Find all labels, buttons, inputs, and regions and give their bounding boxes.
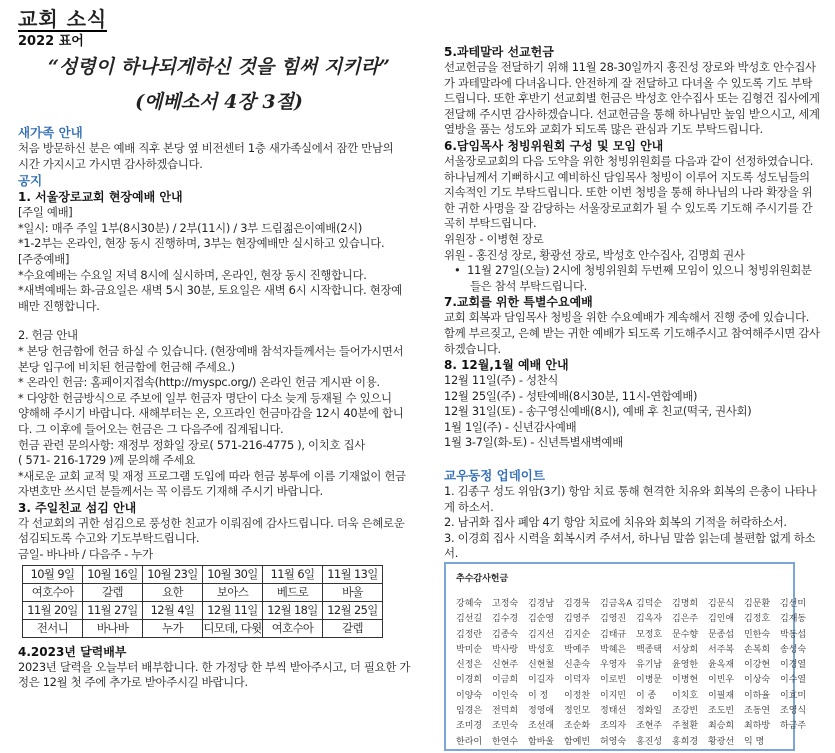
- s2-line: * 온라인 헌금: 홈페이지접속(http://myspc.org/) 온라인 헌금 게시판 이용.: [18, 375, 380, 390]
- donor-name: 이수열: [780, 675, 807, 686]
- left-column: [18, 0, 420, 691]
- donor-name: 김경남: [528, 599, 555, 609]
- donor-name: 임경은: [456, 706, 483, 717]
- s2-line: * 본당 헌금함에 헌금 하실 수 있습니다. (현장예배 참석자들께서는 들어가시면서: [18, 343, 404, 358]
- donor-row: [456, 735, 816, 750]
- s3-line: 각 선교회의 귀한 섬김으로 풍성한 친교가 이뤄짐에 감사드립니다. 더욱 은혜로운: [18, 515, 405, 530]
- notice-heading: 공지: [18, 173, 43, 189]
- donor-name: 김정란: [456, 629, 483, 640]
- s2-line: 본당 입구에 비치된 헌금함에 헌금해 주세요.): [18, 359, 235, 374]
- section-8-heading: 8. 12월,1월 예배 안내: [444, 358, 569, 373]
- s1-line: 배만 진행합니다.: [18, 298, 100, 313]
- donor-name: 박미순: [456, 644, 483, 655]
- table-row: 여호수아 갈렙 요한 보아스 베드로 바울: [23, 583, 383, 601]
- donor-name: 신현주: [492, 660, 519, 671]
- donor-name: 조미경: [456, 721, 483, 732]
- s1-line: *수요예배는 수요일 저녁 8시에 실시하며, 온라인, 현장 동시 진행합니다.: [18, 267, 367, 282]
- update-line: 3. 이경희 집사 시력을 회복시켜 주셔서, 하나님 말씀 읽는데 불편함 없게 하소: [444, 530, 816, 545]
- s3-line: 섬김되도록 수고와 기도부탁드립니다.: [18, 531, 200, 546]
- donor-name: 김덕순: [636, 599, 663, 609]
- donor-name: 한연수: [492, 736, 519, 747]
- s5-line: 가 과테말라에 다녀옵니다. 안전하게 잘 전달하고 다녀올 수 있도록 기도 부탁: [444, 75, 813, 90]
- donor-name: 우영자: [600, 660, 627, 671]
- donor-name: 민한숙: [744, 629, 771, 640]
- donor-name: 최승희: [708, 721, 735, 732]
- donor-name: 이지민: [600, 690, 627, 701]
- donor-name: 이덕자: [564, 675, 591, 686]
- s6-line: 서울장로교회의 다음 도약을 위한 청빙위원회를 다음과 같이 선정하였습니다.: [444, 153, 814, 168]
- donor-name: 김지순: [564, 629, 591, 640]
- donor-name: 주철환: [672, 721, 699, 732]
- s1-line: *1-2부는 온라인, 현장 동시 진행하며, 3부는 현장예배만 실시하고 있습니다.: [18, 236, 385, 251]
- donor-name: 홍희경: [672, 736, 699, 747]
- donor-name: 조강빈: [672, 706, 699, 717]
- donor-row: [456, 612, 816, 627]
- motto-line-2: (에베소서 4장 3절): [135, 91, 303, 113]
- donor-name: 조의자: [600, 721, 627, 732]
- donor-name: 신춘숙: [564, 660, 591, 671]
- donor-name: 김종숙: [492, 629, 519, 640]
- s6-line: 한 귀한 사명을 잘 감당하는 서울장로교회가 될 수 있도록 기도해 주시기를 간: [444, 200, 813, 215]
- s8-line: 1월 1일(주) - 신년감사예배: [444, 419, 577, 434]
- s7-line: 함께 부르짖고, 은혜 받는 귀한 예배가 되도록 기도해주시고 참여해주시면 감사: [444, 325, 820, 340]
- donor-name-grid: [456, 597, 816, 750]
- welcome-heading: 새가족 안내: [18, 125, 83, 140]
- table-row: 전서니 바나바 누가 디모데, 다윗 여호수아 갈렙: [23, 619, 383, 637]
- update-line: 2. 남귀화 집사 폐암 4기 항암 치료에 치유와 회복의 기적을 허락하소서.: [444, 515, 787, 530]
- update-line: 서.: [444, 546, 459, 561]
- donor-name: 김재동: [780, 614, 807, 625]
- s2-line: * 다양한 헌금방식으로 주보에 일부 헌금자 명단이 다소 늦게 등재될 수 있으니: [18, 390, 392, 405]
- donor-name: 이금희: [492, 675, 519, 686]
- donor-row: [456, 643, 816, 658]
- donor-name: 이효미: [780, 690, 807, 701]
- donor-name: 정영애: [528, 706, 555, 717]
- donor-name: 박혜은: [600, 644, 627, 655]
- s4-line: 정은 12월 첫 주에 추가로 받아주시길 바랍니다.: [18, 675, 248, 690]
- donor-name: 이강현: [744, 660, 771, 671]
- s3-line: 금일- 바나바 / 다음주 - 누가: [18, 547, 153, 562]
- s1-line: *일시: 매주 주일 1부(8시30분) / 2부(11시) / 3부 드림젊은이예배(2시): [18, 220, 363, 235]
- donor-name: 하금주: [780, 721, 807, 732]
- donor-name: 이양숙: [456, 690, 483, 701]
- s1-line: *새벽예배는 화-금요일은 새벽 5시 30분, 토요일은 새벽 6시 시작합니다. 현장예: [18, 283, 402, 298]
- donor-name: 김태규: [600, 629, 627, 640]
- year-motto-label: 2022 표어: [18, 34, 84, 49]
- s5-line: 선교헌금을 전달하기 위해 11월 28-30일까지 홍진성 장로와 박성호 안수집사: [444, 60, 816, 74]
- donor-name: 허영숙: [600, 736, 627, 747]
- donor-name: 김선길: [456, 614, 483, 625]
- s2-line: 자변호만 쓰시던 분들께서는 꼭 이름도 기재해 주시기 바랍니다.: [18, 484, 323, 499]
- donor-name: 김문환: [744, 599, 771, 609]
- member-updates-heading: 교우동정 업데이트: [444, 468, 545, 484]
- donor-name: 한라이: [456, 736, 483, 747]
- donor-name: 김정호: [744, 614, 771, 625]
- donor-name: 김선미: [780, 599, 807, 609]
- donor-name: 조동연: [744, 706, 771, 717]
- donor-name: 이빈우: [708, 675, 735, 686]
- thanksgiving-title: 추수감사헌금: [456, 574, 509, 584]
- donor-name: 이정찬: [564, 690, 591, 701]
- section-1-heading: 1. 서울장로교회 현장예배 안내: [18, 190, 183, 205]
- donor-name: 김금옥A: [600, 599, 633, 609]
- s8-line: 12월 31일(토) - 송구영신예배(8시), 예배 후 친교(떡국, 권사회): [444, 404, 752, 419]
- donor-name: 이경열: [780, 660, 807, 671]
- donor-row: [456, 628, 816, 643]
- donor-name: 강혜숙: [456, 599, 483, 609]
- donor-name: 박사랑: [492, 644, 519, 655]
- donor-name: 정태선: [600, 706, 627, 717]
- donor-name: 손복희: [744, 644, 771, 655]
- donor-name: 윤옥재: [708, 660, 735, 671]
- donor-name: 박성호: [528, 644, 555, 655]
- s2-line: 다. 그 이후에 들어오는 헌금은 그 다음주에 집계됩니다.: [18, 421, 284, 436]
- donor-name: 이병문: [636, 675, 663, 686]
- s5-line: 전달해 주시면 감사하겠습니다. 선교헌금을 통해 하나님만 높임 받으시고, 세계: [444, 106, 820, 121]
- welcome-text-0: 처음 방문하신 분은 예배 직후 본당 옆 비전센터 1층 새가족실에서 잠깐 만남의: [18, 141, 394, 155]
- donor-name: 이 종: [636, 690, 657, 701]
- s1-line: [주일 예배]: [18, 205, 73, 220]
- donor-name: 김인애: [708, 614, 735, 625]
- donor-name: 함예빈: [564, 736, 591, 747]
- donor-name: 홍진성: [636, 736, 663, 747]
- s6-line: 하나님께서 기뻐하시고 예비하신 담임목사 청빙이 이루어 지도록 성도님들의: [444, 169, 810, 184]
- donor-name: 조순화: [564, 721, 591, 732]
- s4-line: 2023년 달력을 오늘부터 배부합니다. 한 가정당 한 부씩 받아주시고, 더 필요한 가: [18, 659, 411, 674]
- donor-name: 김영진: [600, 614, 627, 625]
- donor-name: 이하율: [744, 690, 771, 701]
- donor-name: 김지선: [528, 629, 555, 640]
- s6-line: 위원장 - 이병현 장로: [444, 231, 544, 246]
- s8-line: 12월 25일(주) - 성탄예배(8시30분, 11시-연합예배): [444, 388, 698, 403]
- donor-name: 전덕희: [492, 706, 519, 717]
- donor-name: 익 명: [744, 736, 765, 747]
- donor-name: 모정호: [636, 629, 663, 640]
- donor-row: [456, 658, 816, 673]
- table-row: 10월 9일 10월 16일 10월 23일 10월 30일 11월 6일 11월 13일: [23, 565, 383, 583]
- donor-name: 이치호: [672, 690, 699, 701]
- section-3-heading: 3. 주일친교 섬김 안내: [18, 500, 137, 515]
- donor-row: [456, 597, 816, 612]
- section-7-heading: 7.교회를 위한 특별수요예배: [444, 295, 593, 310]
- s2-line: ( 571- 216-1729 )께 문의해 주세요: [18, 453, 195, 468]
- donor-name: 서주복: [708, 644, 735, 655]
- donor-row: [456, 689, 816, 704]
- s6-line: 지속적인 기도 부탁드립니다. 또한 이번 청빙을 통해 하나님의 나라 확장을 위: [444, 185, 813, 200]
- bullet-item-cont: 들은 참석 부탁드립니다.: [470, 278, 587, 293]
- donor-name: 이 정: [528, 690, 549, 701]
- s7-line: 교회 회복과 담임목사 청빙을 위한 수요예배가 계속해서 진행 중에 있습니다.: [444, 310, 810, 325]
- donor-name: 문수향: [672, 629, 699, 640]
- donor-name: 정화일: [636, 706, 663, 717]
- right-column: [444, 44, 827, 562]
- donor-name: 이인숙: [492, 690, 519, 701]
- donor-name: 김명희: [672, 599, 699, 609]
- thanksgiving-offering-box: [444, 562, 807, 751]
- donor-name: 백종택: [636, 644, 663, 655]
- donor-name: 문종섭: [708, 629, 735, 640]
- s7-line: 하겠습니다.: [444, 341, 501, 356]
- donor-name: 김순영: [528, 614, 555, 625]
- update-line: 게 하소서.: [444, 499, 494, 514]
- s2-line: *새로운 교회 교적 및 재정 프로그램 도입에 따라 헌금 봉투에 이름 기재없이 헌금: [18, 468, 406, 483]
- donor-name: 이병현: [672, 675, 699, 686]
- donor-name: 유기남: [636, 660, 663, 671]
- s8-line: 12월 11일(주) - 성찬식: [444, 373, 559, 388]
- donor-name: 이길자: [528, 675, 555, 686]
- update-line: 1. 김종구 성도 위암(3기) 항암 치료 통해 현격한 치유와 회복의 은총이 나타나: [444, 484, 817, 499]
- donor-name: 황광선: [708, 736, 735, 747]
- donor-name: 신현철: [528, 660, 555, 671]
- donor-name: 윤영한: [672, 660, 699, 671]
- donor-name: 정인모: [564, 706, 591, 717]
- bullet-icon: •: [454, 263, 468, 278]
- bullet-item: • 11월 27일(오늘) 2시에 청빙위원회 두번째 모임이 있으니 청빙위원회분: [454, 263, 812, 278]
- donor-name: 이경희: [456, 675, 483, 686]
- donor-name: 최하방: [744, 721, 771, 732]
- donor-name: 송성숙: [780, 644, 807, 655]
- donor-name: 조도빈: [708, 706, 735, 717]
- fellowship-schedule-table: [22, 565, 383, 638]
- donor-name: 김은주: [672, 614, 699, 625]
- donor-name: 신정은: [456, 660, 483, 671]
- motto-line-1: “성령이 하나되게하신 것을 힘써 지키라”: [48, 56, 390, 78]
- donor-name: 고정숙: [492, 599, 519, 609]
- section-4-heading: 4.2023년 달력배부: [18, 644, 127, 659]
- donor-name: 이필재: [708, 690, 735, 701]
- donor-name: 김경묵: [564, 599, 591, 609]
- donor-name: 김영주: [564, 614, 591, 625]
- page-title: 교회 소식: [18, 0, 107, 32]
- donor-row: [456, 673, 816, 688]
- donor-name: 조현주: [636, 721, 663, 732]
- donor-name: 함바울: [528, 736, 555, 747]
- donor-name: 박예주: [564, 644, 591, 655]
- s1-line: [주중예배]: [18, 251, 70, 266]
- s6-line: 위원 - 홍진성 장로, 황광선 장로, 박성호 안수집사, 김명희 권사: [444, 247, 745, 262]
- donor-name: 조민숙: [492, 721, 519, 732]
- donor-row: [456, 704, 816, 719]
- donor-name: 김수경: [492, 614, 519, 625]
- donor-name: 조선래: [528, 721, 555, 732]
- donor-row: [456, 719, 816, 734]
- section-5-heading: 5.과테말라 선교헌금: [444, 45, 554, 59]
- s5-line: 열방을 품는 성도와 교회가 되도록 많은 관심과 기도 부탁드립니다.: [444, 122, 763, 137]
- s2-line: 헌금 관련 문의사항: 재정부 정화일 장로( 571-216-4775 ), 이치호 집사: [18, 437, 365, 452]
- s8-line: 1월 3-7일(화-토) - 신년특별새벽예배: [444, 435, 623, 450]
- donor-name: 김문식: [708, 599, 735, 609]
- donor-name: 김옥자: [636, 614, 663, 625]
- donor-name: 조영식: [780, 706, 807, 717]
- donor-name: 서상희: [672, 644, 699, 655]
- donor-name: 박동섭: [780, 629, 807, 640]
- s2-line: 2. 헌금 안내: [18, 328, 78, 343]
- table-row: 11월 20일 11월 27일 12월 4일 12월 11일 12월 18일 12월 25일: [23, 601, 383, 619]
- s2-line: 양해해 주시기 바랍니다. 새해부터는 온, 오프라인 헌금마감을 12시 40분에 합니: [18, 406, 404, 421]
- section-6-heading: 6.담임목사 청빙위원회 구성 및 모임 안내: [444, 138, 664, 153]
- s6-line: 곡히 부탁드립니다.: [444, 216, 537, 231]
- donor-name: 이상숙: [744, 675, 771, 686]
- donor-name: 이로빈: [600, 675, 627, 686]
- welcome-text-1: 시간 가지시고 가시면 감사하겠습니다.: [18, 156, 203, 171]
- s5-line: 드립니다. 또한 후반기 선교회별 헌금은 박성호 안수집사 또는 김형건 집사에게: [444, 91, 820, 106]
